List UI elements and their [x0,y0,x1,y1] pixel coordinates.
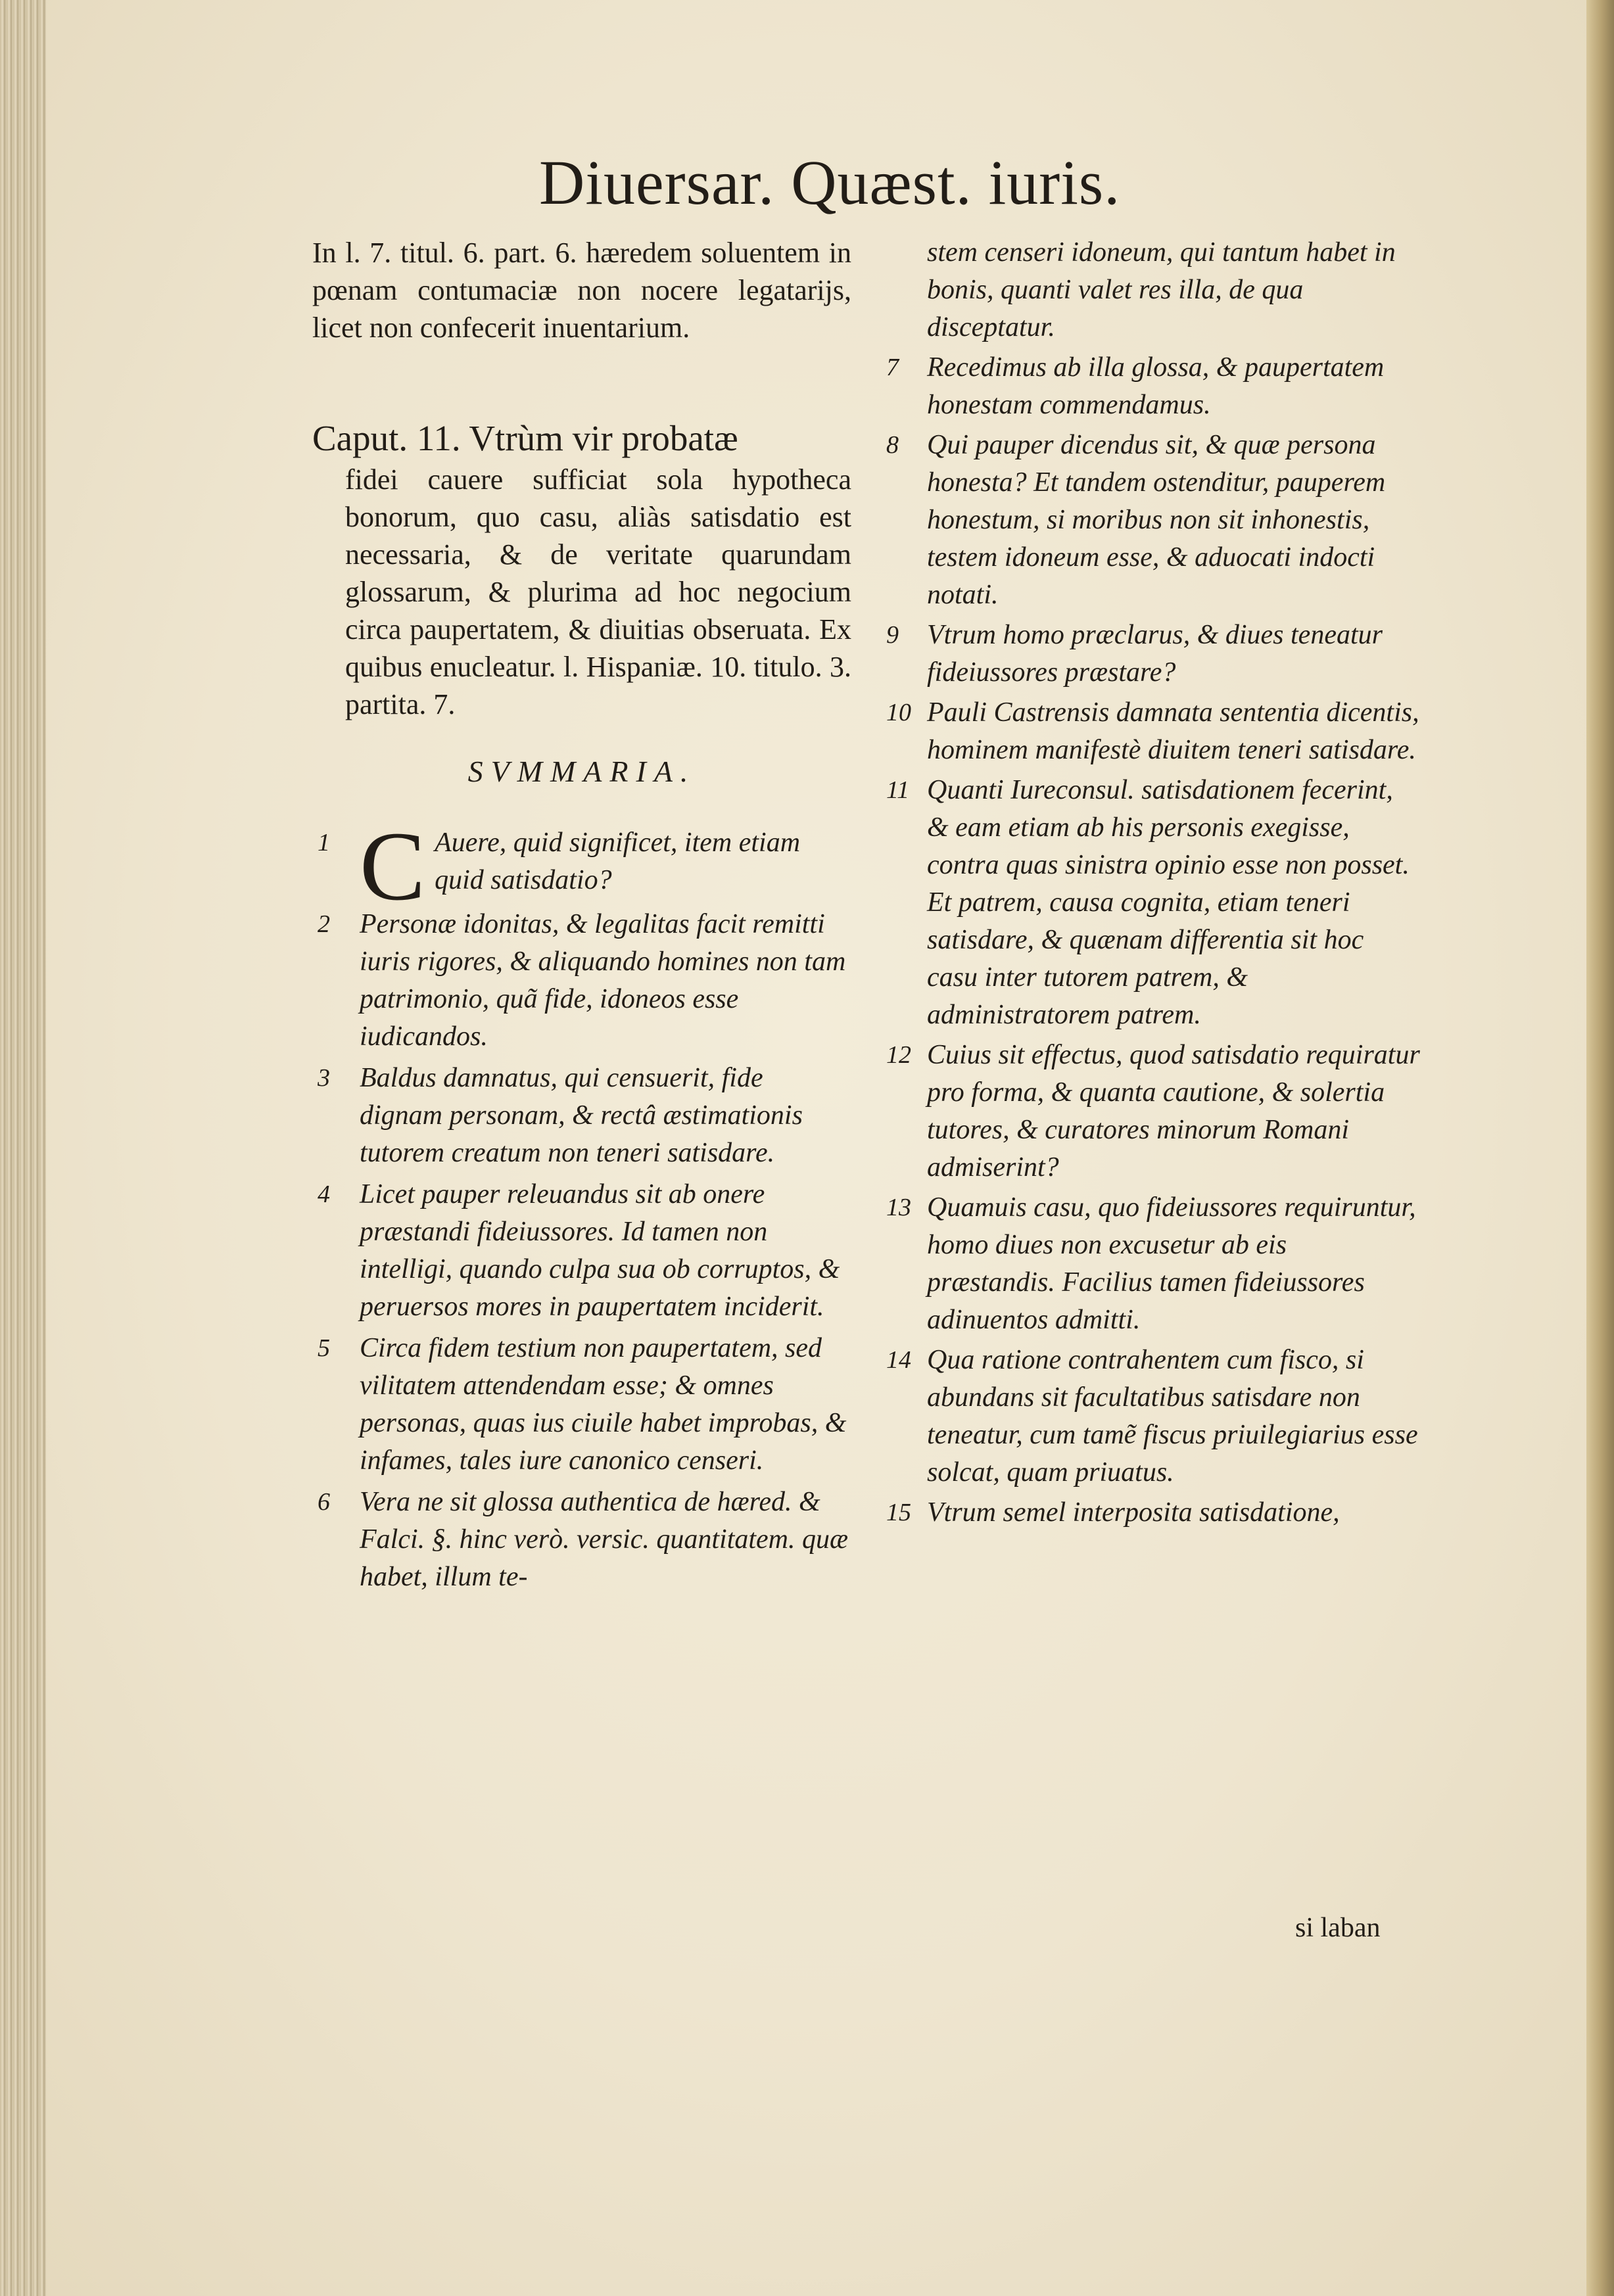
catchword: si laban [1295,1913,1381,1943]
summary-item [881,1494,1420,1532]
item-text: Pauli Castrensis damnata sententia dicentis, hominem manifestè diuitem teneri satisdare. [927,697,1419,765]
page-fore-edge [1586,0,1614,2296]
intro-paragraph: In l. 7. titul. 6. part. 6. hæredem soluentem in pœnam contumaciæ non nocere legatarijs, licet non confecerit inuentarium. [312,237,851,344]
right-column [881,234,1420,1534]
item-number: 13 [886,1194,911,1221]
item-text: Vtrum semel interposita satisdatione, [927,1497,1340,1528]
chapter-heading [312,416,851,723]
item-text: Quanti Iureconsul. satisdationem fecerint, & eam etiam ab his personis exegisse, contra quas sinistra opinio esse non posset. Et patrem, causa cognita, etiam teneri satisdare, & quænam differentia sit hoc casu inter tutorem patrem, & administratorem patrem. [927,775,1410,1030]
item-number: 7 [886,354,899,381]
item-number: 8 [886,431,899,459]
summaria-heading: SVMMARIA. [467,755,696,788]
item-text: Qua ratione contrahentem cum fisco, si abundans sit facultatibus satisdare non teneatur, cum tamẽ fiscus priuilegiarius esse solcat, quam priuatus. [927,1345,1418,1488]
item-number: 14 [886,1346,911,1374]
summary-item [312,906,851,1056]
summary-item [881,617,1420,691]
summary-item [312,812,851,921]
item-text: Vtrum homo præclarus, & diues teneatur fideiussores præstare? [927,620,1383,688]
item-text: Cuius sit effectus, quod satisdatio requiratur pro forma, & quanta cautione, & solertia tutores, & curatores minorum Romani admiserint? [927,1040,1420,1183]
item-number: 15 [886,1499,911,1526]
summary-item [881,772,1420,1034]
chapter-description: fidei cauere sufficiat sola hypotheca bonorum, quo casu, aliàs satisdatio est necessaria, & de veritate quarundam glossarum, & plurima ad hoc negocium circa paupertatem, & diuitias obseruata. Ex quibus enucleatur. l. Hispaniæ. 10. titulo. 3. partita. 7. [345,463,851,720]
chapter-title: Caput. 11. Vtrùm vir probatæ [312,418,738,458]
item-text: Qui pauper dicendus sit, & quæ persona honesta? Et tandem ostenditur, pauperem honestum, si moribus non sit inhonestis, testem idoneum esse, & aduocati indocti notati. [927,430,1386,610]
summary-item [881,1189,1420,1339]
item-text: Quamuis casu, quo fideiussores requiruntur, homo diues non excusetur ab eis præstandis. Facilius tamen fideiussores adinuentos admitti. [927,1192,1416,1335]
item-number: 10 [886,699,911,726]
running-header: Diuersar. Quæst. iuris. [539,147,1121,218]
summary-item [881,1342,1420,1491]
left-column [312,234,851,1600]
item-text: Auere, quid significet, item etiam quid satisdatio? [435,828,801,895]
summary-item [881,694,1420,769]
item-number: 9 [886,621,899,649]
item-number: 5 [318,1334,330,1362]
item-text: Personæ idonitas, & legalitas facit remitti iuris rigores, & aliquando homines non tam patrimonio, quã fide, idoneos esse iudicandos. [360,909,846,1052]
item-text: stem censeri idoneum, qui tantum habet in bonis, quanti valet res illa, de qua disceptatur. [927,237,1396,342]
item-number: 2 [318,910,330,938]
item-text: Licet pauper releuandus sit ab onere præstandi fideiussores. Id tamen non intelligi, quando culpa sua ob corruptos, & peruersos mores in paupertatem inciderit. [360,1179,840,1322]
drop-cap: C [360,812,426,921]
summary-item [881,1037,1420,1186]
item-number: 1 [318,829,330,856]
item-text: Circa fidem testium non paupertatem, sed vilitatem attendendam esse; & omnes personas, quas ius ciuile habet improbas, & infames, tales iure canonico censeri. [360,1333,847,1476]
summary-item [312,1060,851,1172]
summary-item [312,1484,851,1596]
item-text: Vera ne sit glossa authentica de hæred. & Falci. §. hinc verò. versic. quantitatem. quæ habet, illum te- [360,1487,849,1592]
summary-item [881,349,1420,424]
summary-item [312,1330,851,1480]
item-number: 12 [886,1041,911,1069]
summary-item-continuation [881,234,1420,346]
item-text: Baldus damnatus, qui censuerit, fide dignam personam, & rectâ æstimationis tutorem creatum non teneri satisdare. [360,1063,803,1168]
page-binding-edge [0,0,46,2296]
item-number: 4 [318,1181,330,1208]
item-text: Recedimus ab illa glossa, & paupertatem honestam commendamus. [927,352,1385,420]
item-number: 3 [318,1064,330,1092]
item-number: 6 [318,1488,330,1516]
summary-item [881,427,1420,614]
item-number: 11 [886,776,910,804]
summary-item [312,1176,851,1326]
